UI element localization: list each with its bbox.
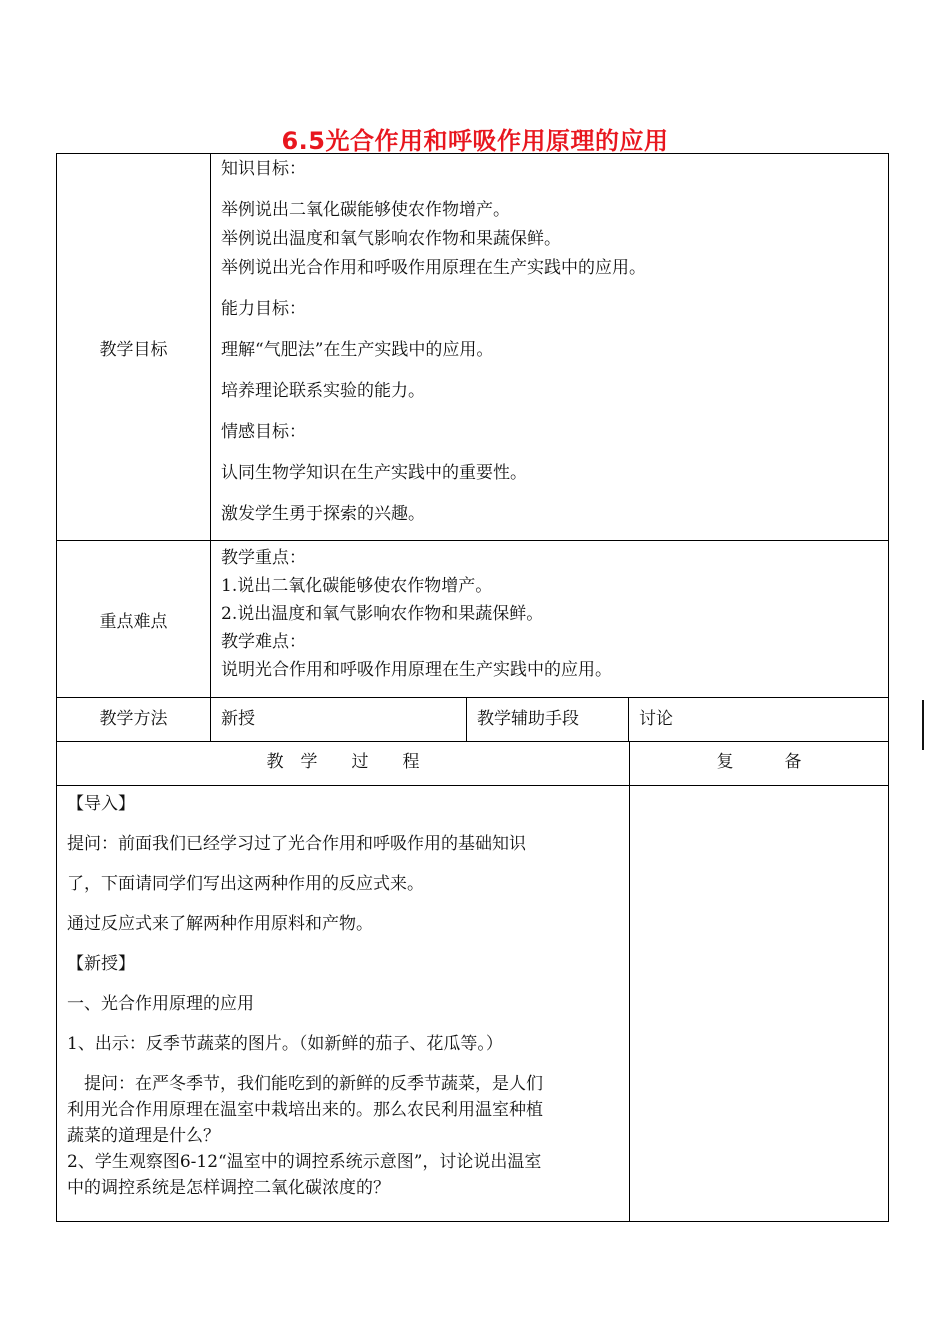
difficulty-item: 说明光合作用和呼吸作用原理在生产实践中的应用。 [221,660,612,680]
aid-value: 讨论 [629,698,889,742]
process-line: 提问：在严冬季节，我们能吃到的新鲜的反季节蔬菜，是人们 [67,1074,543,1094]
ability-heading: 能力目标： [221,299,306,319]
page-title: 6.5光合作用和呼吸作用原理的应用 [281,127,669,155]
process-line: 提问：前面我们已经学习过了光合作用和呼吸作用的基础知识 [67,834,526,854]
knowledge-item: 举例说出光合作用和呼吸作用原理在生产实践中的应用。 [221,258,646,278]
method-label: 教学方法 [57,698,211,742]
review-content [630,786,889,1222]
aid-label: 教学辅助手段 [467,698,629,742]
process-line: 一、光合作用原理的应用 [67,994,254,1014]
review-header: 复 备 [630,742,889,786]
margin-mark [922,700,924,750]
keypoints-content [211,541,889,698]
process-line: 中的调控系统是怎样调控二氧化碳浓度的？ [67,1178,390,1198]
key-item: 1.说出二氧化碳能够使农作物增产。 [221,576,493,596]
key-heading: 教学重点： [221,548,306,568]
process-line: 利用光合作用原理在温室中栽培出来的。那么农民利用温室种植 [67,1100,543,1120]
section-heading: 【新授】 [67,954,135,974]
process-line: 了，下面请同学们写出这两种作用的反应式来。 [67,874,424,894]
emotion-item: 认同生物学知识在生产实践中的重要性。 [221,463,527,483]
objectives-content [211,154,889,541]
keypoints-label: 重点难点 [57,541,211,698]
ability-item: 培养理论联系实验的能力。 [221,381,425,401]
emotion-heading: 情感目标： [221,422,306,442]
process-table [56,741,889,1222]
key-item: 2.说出温度和氧气影响农作物和果蔬保鲜。 [221,604,544,624]
process-line: 通过反应式来了解两种作用原料和产物。 [67,914,373,934]
knowledge-item: 举例说出温度和氧气影响农作物和果蔬保鲜。 [221,229,561,249]
method-value: 新授 [211,698,467,742]
process-content [57,786,630,1222]
process-line: 2、学生观察图6-12“温室中的调控系统示意图”，讨论说出温室 [67,1152,542,1172]
process-header: 教 学 过 程 [57,742,630,786]
lesson-info-table [56,153,889,742]
process-line: 1、出示：反季节蔬菜的图片。（如新鲜的茄子、花瓜等。） [67,1034,503,1054]
knowledge-heading: 知识目标： [221,159,306,179]
ability-item: 理解“气肥法”在生产实践中的应用。 [221,340,494,360]
objectives-label: 教学目标 [57,154,211,541]
knowledge-item: 举例说出二氧化碳能够使农作物增产。 [221,200,510,220]
difficulty-heading: 教学难点： [221,632,306,652]
section-heading: 【导入】 [67,794,135,814]
emotion-item: 激发学生勇于探索的兴趣。 [221,504,425,524]
process-line: 蔬菜的道理是什么？ [67,1126,220,1146]
